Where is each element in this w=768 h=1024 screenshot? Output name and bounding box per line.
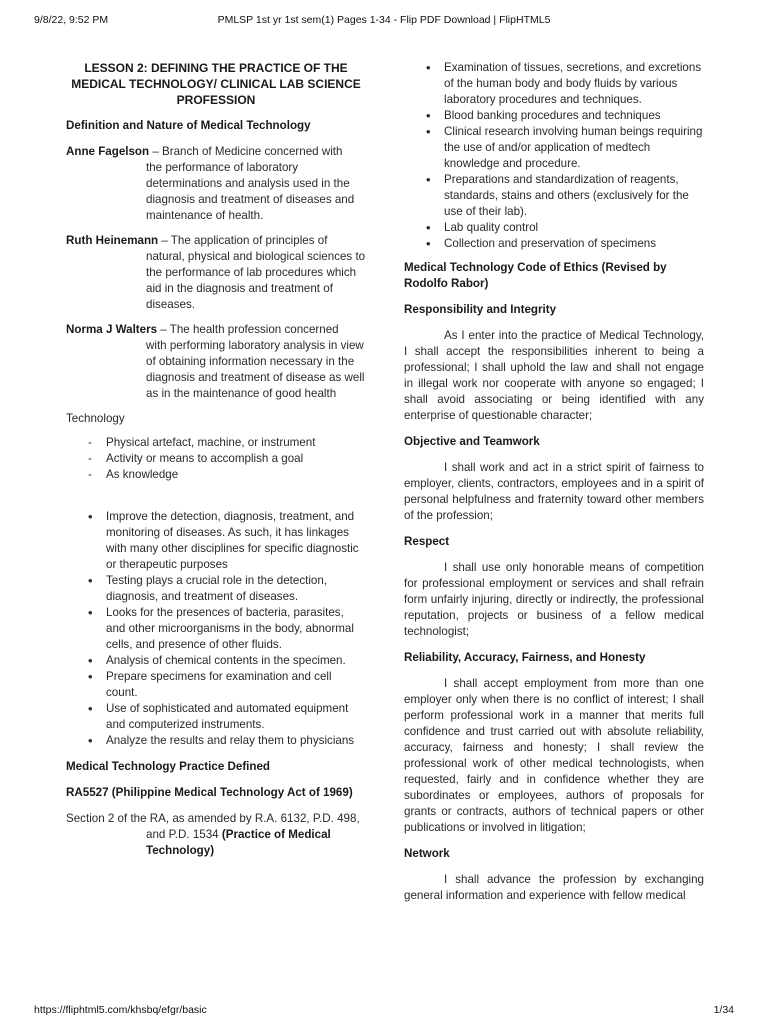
definition-author: Ruth Heinemann: [66, 234, 159, 247]
page-url[interactable]: https://fliphtml5.com/khsbq/efgr/basic: [34, 1004, 207, 1016]
list-item: • Use of sophisticated and automated equipment and computerized instruments.: [88, 701, 366, 733]
ethics-section-text: [404, 872, 704, 904]
practice-list: [404, 60, 704, 252]
list-item: • Examination of tissues, secretions, and excretions of the human body and body fluids by various laboratory procedures and techniques.: [426, 60, 704, 108]
definition-text-rest: the performance of laboratory determinations and analysis used in the diagnosis and treatment of diseases and maintenance of health.: [146, 161, 355, 222]
list-item: • Collection and preservation of specimens: [426, 236, 704, 252]
ethics-section-text: [404, 560, 704, 640]
definition-text-rest: with performing laboratory analysis in view of obtaining information necessary in the diagnosis and treatment of disease as well as in the maintenance of good health: [146, 339, 365, 400]
ethics-section-body: I shall use only honorable means of competition for professional employment or services and shall refrain form unfairly injuring, directly or indirectly, the professional reputation, projects or business of a fellow medical technologist;: [404, 561, 704, 638]
print-header: [34, 14, 734, 28]
list-item: • Preparations and standardization of reagents, standards, stains and others (exclusively for the use of their lab).: [426, 172, 704, 220]
lesson-title: LESSON 2: DEFINING THE PRACTICE OF THE MEDICAL TECHNOLOGY/ CLINICAL LAB SCIENCE PROFESSION: [71, 61, 361, 107]
list-item: • Blood banking procedures and techniques: [426, 108, 704, 124]
page-counter: 1/34: [713, 1004, 734, 1016]
list-item: - Physical artefact, machine, or instrument: [88, 435, 366, 451]
definition-text-first: – Branch of Medicine concerned with: [149, 145, 343, 158]
ethics-section-heading: Objective and Teamwork: [404, 435, 540, 448]
definition-author: Norma J Walters: [66, 323, 158, 336]
list-item: - Activity or means to accomplish a goal: [88, 451, 366, 467]
list-item: • Lab quality control: [426, 220, 704, 236]
section-text-bold: (Practice of Medical Technology): [146, 828, 331, 857]
code-of-ethics-heading: Medical Technology Code of Ethics (Revised by Rodolfo Rabor): [404, 261, 667, 290]
list-item: • Clinical research involving human beings requiring the use of and/or application of medtech knowledge and procedure.: [426, 124, 704, 172]
definition-text-first: – The health profession concerned: [157, 323, 339, 336]
definition-text-first: – The application of principles of: [158, 234, 328, 247]
ethics-section-body: I shall work and act in a strict spirit of fairness to employer, clients, contractors, employees and in a spirit of personal helpfulness and fraternity toward other members of the profession;: [404, 461, 704, 522]
ra-heading: RA5527 (Philippine Medical Technology Act of 1969): [66, 786, 353, 799]
technology-list: [66, 435, 366, 483]
definition-item: [66, 144, 366, 224]
ethics-section-text: [404, 328, 704, 424]
list-item: • Improve the detection, diagnosis, treatment, and monitoring of diseases. As such, it has linkages with many other disciplines for specific diagnostic or therapeutic purposes: [88, 509, 366, 573]
section-text-first: Section 2 of the RA, as amended by R.A. 6132, P.D. 498,: [66, 812, 360, 825]
definition-author: Anne Fagelson: [66, 145, 150, 158]
list-item: • Prepare specimens for examination and cell count.: [88, 669, 366, 701]
section-paragraph: [66, 811, 366, 859]
ethics-section-body: As I enter into the practice of Medical Technology, I shall accept the responsibilities inherent to being a professional; I shall uphold the law and shall not engage in illegal work nor cooperate with anyone so engaged; I shall avoid associating or being identified with any enterprise of questionable character;: [404, 329, 704, 422]
practice-heading: Medical Technology Practice Defined: [66, 760, 271, 773]
left-column: [66, 60, 366, 859]
ethics-section-body: I shall accept employment from more than one employer only when there is no conflict of interest; I shall perform professional work in a manner that merits full confidence and trust carried out with absolute reliability, accuracy, fairness and honesty; I shall review the professional work of other medical technologists, when requested, fairly and in confidence whether they are subordinates or employees, authors of proposals for grants or contracts, authors of technical papers or other publications or involved in litigation;: [404, 677, 704, 834]
ethics-section-text: [404, 676, 704, 836]
ethics-section-heading: Reliability, Accuracy, Fairness, and Honesty: [404, 651, 646, 664]
list-item: • Analyze the results and relay them to physicians: [88, 733, 366, 749]
role-list: [66, 509, 366, 749]
technology-label: Technology: [66, 412, 125, 425]
print-datetime: 9/8/22, 9:52 PM: [34, 14, 109, 26]
list-item: - As knowledge: [88, 467, 366, 483]
definition-heading: Definition and Nature of Medical Technology: [66, 119, 311, 132]
print-title: PMLSP 1st yr 1st sem(1) Pages 1-34 - Flip PDF Download | FlipHTML5: [217, 14, 551, 26]
ethics-section-heading: Responsibility and Integrity: [404, 303, 557, 316]
ethics-section-text: [404, 460, 704, 524]
section-text-plain: and P.D. 1534: [146, 828, 222, 841]
right-column: [404, 60, 704, 914]
print-footer: [34, 1004, 734, 1018]
definition-text-rest: natural, physical and biological sciences to the performance of lab procedures which aid in the diagnosis and treatment of diseases.: [146, 250, 366, 311]
ethics-section-heading: Network: [404, 847, 450, 860]
definition-item: [66, 322, 366, 402]
definition-item: [66, 233, 366, 313]
ethics-section-body: I shall advance the profession by exchanging general information and experience with fellow medical: [404, 873, 704, 902]
list-item: • Analysis of chemical contents in the specimen.: [88, 653, 366, 669]
list-item: • Looks for the presences of bacteria, parasites, and other microorganisms in the body, abnormal cells, and presence of other fluids.: [88, 605, 366, 653]
list-item: • Testing plays a crucial role in the detection, diagnosis, and treatment of diseases.: [88, 573, 366, 605]
ethics-section-heading: Respect: [404, 535, 450, 548]
